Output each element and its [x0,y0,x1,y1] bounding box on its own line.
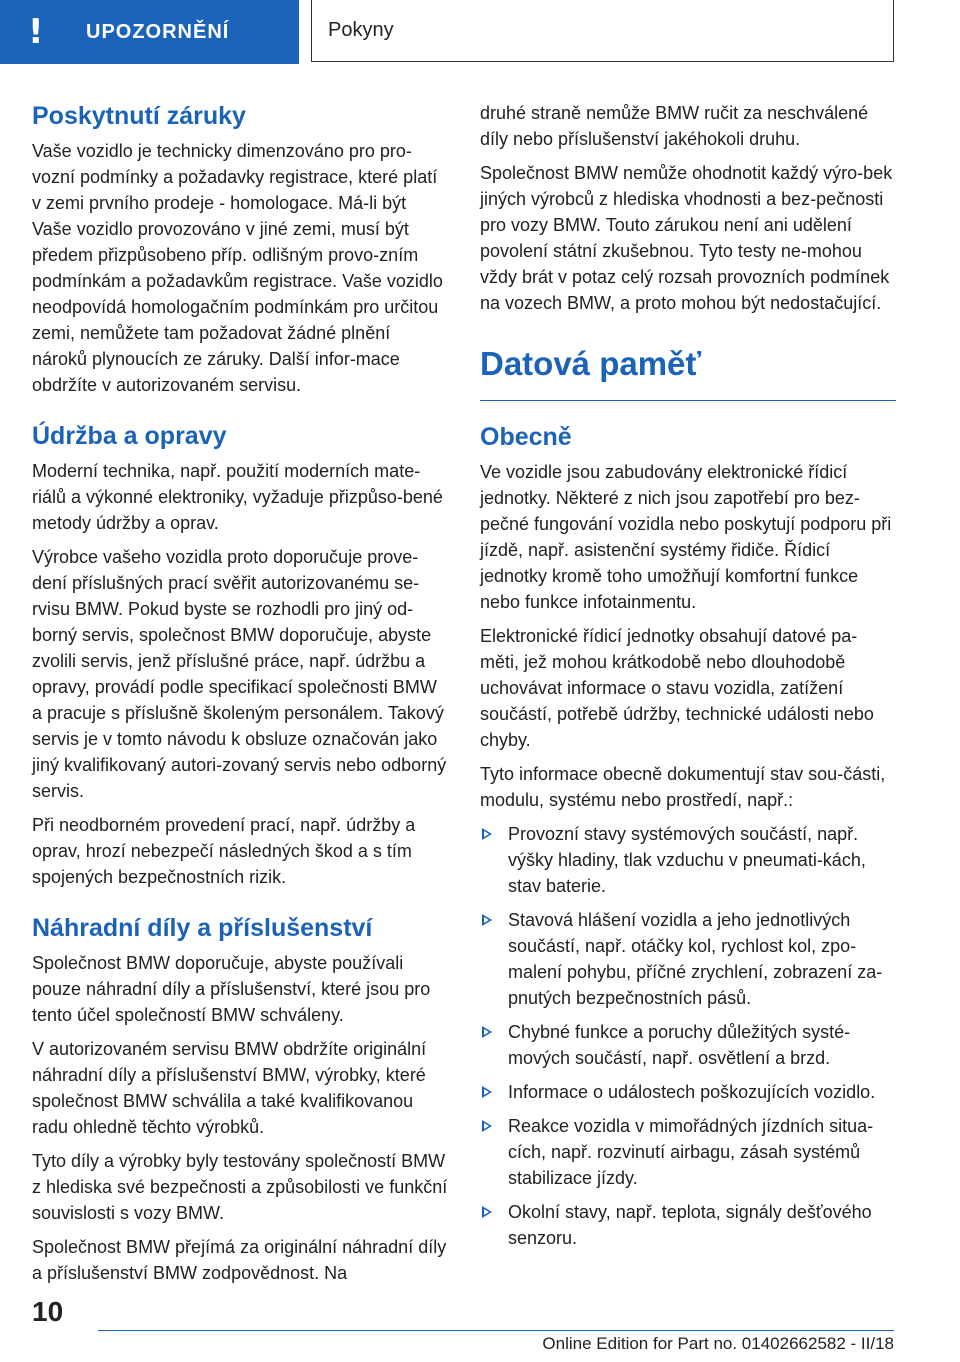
triangle-bullet-icon [482,1120,492,1132]
page-header [0,0,960,66]
paragraph: Společnost BMW přejímá za originální náhradní díly a příslušenství BMW zodpovědnost. Na [32,1237,447,1283]
paragraph: Vaše vozidlo je technicky dimenzováno pro pro-vozní podmínky a požadavky registrace, které platí v zemi prvního prodeje - homologace. Má-li být Vaše vozidlo provozováno v jiné zemi, musí být předem přizpůsobeno příp. odlišným provo-zním podmínkám a požadavkům registrace. Vaše vozidlo neodpovídá homologačním podmínkám pro určitou zemi, nemůžete tam požadovat žádné plnění nároků plynoucích ze záruky. Další infor-mace obdržíte v autorizovaném servisu. [32,141,443,395]
footer-divider [98,1330,894,1331]
right-column [480,100,896,1259]
list-item: Okolní stavy, např. teplota, signály dešťového senzoru. [480,1199,896,1251]
chapter-title: Datová paměť [480,345,702,382]
heading-warranty: Poskytnutí záruky [32,102,246,130]
edition-text: Online Edition for Part no. 01402662582 - II/18 [542,1334,894,1353]
triangle-bullet-icon [482,1086,492,1098]
paragraph: Elektronické řídicí jednotky obsahují datové pa-měti, jež mohou krátkodobě nebo dlouhodobě uchovávat informace o stavu vozidla, zatížení součástí, potřebě údržby, technické události nebo chyby. [480,626,874,750]
bullet-list [480,821,896,1251]
page-number: 10 [32,1296,64,1327]
heading-general: Obecně [480,423,572,451]
paragraph: Ve vozidle jsou zabudovány elektronické řídicí jednotky. Některé z nich jsou zapotřebí pro bez-pečné fungování vozidla nebo poskytují podporu při jízdě, např. asistenční systémy řidiče. Řídicí jednotky kromě toho umožňují komfortní funkce nebo funkce infotainmentu. [480,462,892,612]
chapter-title-wrap [480,342,896,401]
paragraph: Při neodborném provedení prací, např. údržby a oprav, hrozí nebezpečí následných škod a s tím spojených bezpečnostních rizik. [32,815,416,887]
paragraph: Společnost BMW nemůže ohodnotit každý výro-bek jiných výrobců z hlediska vhodnosti a bez-pečnosti pro vozy BMW. Touto zárukou není ani udělení povolení státní zkušebnou. Tyto testy ne-mohou vždy brát v potaz celý rozsah provozních podmínek na vozech BMW, a proto mohou být nedostačující. [480,163,893,313]
triangle-bullet-icon [482,914,492,926]
section-label: Pokyny [328,19,394,41]
paragraph: V autorizovaném servisu BMW obdržíte originální náhradní díly a příslušenství BMW, výrobky, které společnost BMW schválila a také kvalifikovanou radu ohledně těchto výrobků. [32,1039,427,1137]
heading-parts: Náhradní díly a příslušenství [32,914,373,942]
list-item: Provozní stavy systémových součástí, např. výšky hladiny, tlak vzduchu v pneumati-kách, stav baterie. [480,821,896,899]
paragraph: Společnost BMW doporučuje, abyste používali pouze náhradní díly a příslušenství, které jsou pro tento účel společností BMW schváleny. [32,953,431,1025]
triangle-bullet-icon [482,828,492,840]
paragraph: Tyto informace obecně dokumentují stav sou-části, modulu, systému nebo prostředí, např.: [480,764,886,810]
heading-maintenance: Údržba a opravy [32,422,227,450]
list-item: Informace o událostech poškozujících vozidlo. [480,1079,896,1105]
list-item: Reakce vozidla v mimořádných jízdních situa-cích, např. rozvinutí airbagu, zásah systémů stabilizace jízdy. [480,1113,896,1191]
paragraph: Tyto díly a výrobky byly testovány společností BMW z hlediska své bezpečnosti a způsobilosti ve funkční souvislosti s vozy BMW. [32,1151,448,1223]
list-item: Stavová hlášení vozidla a jeho jednotlivých součástí, např. otáčky kol, rychlost kol, zpo-malení pohybu, příčné zrychlení, zobrazení za-pnutých bezpečnostních pásů. [480,907,896,1011]
paragraph: Výrobce vašeho vozidla proto doporučuje prove-dení příslušných prací svěřit autorizovanému se-rvisu BMW. Pokud byste se rozhodli pro jiný od-borný servis, společnost BMW doporučuje, abyste zvolili servis, jenž příslušné práce, např. údržbu a opravy, provádí podle specifikací společnosti BMW a pracuje s příslušně školeným personálem. Takový servis je v tomto návodu k obsluze označován jako jiný kvalifikovaný autori-zovaný servis nebo odborný servis. [32,547,447,801]
section-tab [311,0,894,62]
triangle-bullet-icon [482,1206,492,1218]
left-column [32,100,448,1294]
warning-label: UPOZORNĚNÍ [86,20,230,43]
paragraph: Moderní technika, např. použití moderních mate-riálů a výkonné elektroniky, vyžaduje přizpůso-bené metody údržby a oprav. [32,461,443,533]
list-item: Chybné funkce a poruchy důležitých systé-mových součástí, např. osvětlení a brzd. [480,1019,896,1071]
warning-tab [0,0,299,64]
paragraph: druhé straně nemůže BMW ručit za neschválené díly nebo příslušenství jakéhokoli druhu. [480,103,869,149]
exclamation-icon: ! [28,12,44,52]
triangle-bullet-icon [482,1026,492,1038]
